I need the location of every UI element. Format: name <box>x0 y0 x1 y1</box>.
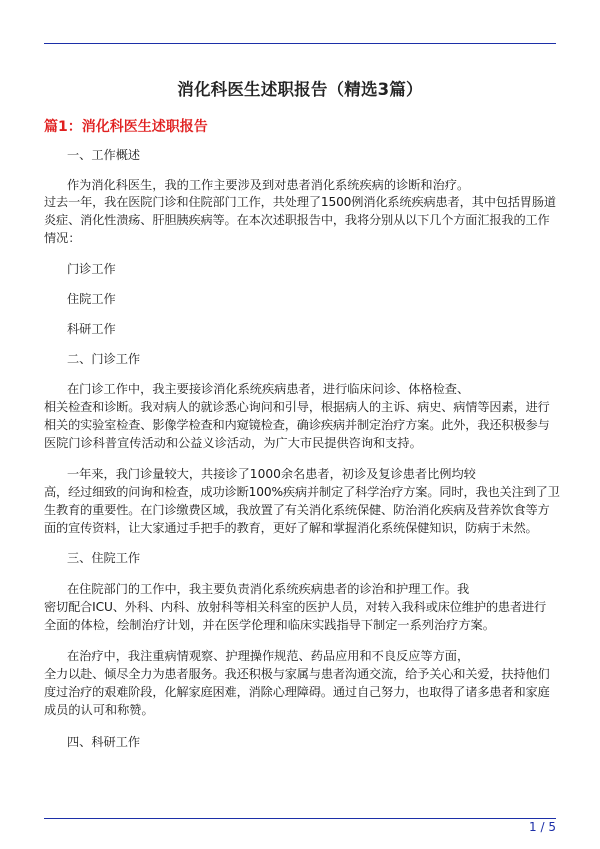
list-item: 住院工作 <box>67 292 116 306</box>
paragraph-line: 炎症、消化性溃疡、肝胆胰疾病等。在本次述职报告中，我将分别从以下几个方面汇报我的工作 <box>44 213 550 227</box>
paragraph-line: 相关的实验室检查、影像学检查和内窥镜检查，确诊疾病并制定治疗方案。此外，我还积极参与 <box>44 418 550 432</box>
paragraph-line: 在住院部门的工作中，我主要负责消化系统疾病患者的诊治和护理工作。我 <box>67 582 470 596</box>
paragraph-line: 过去一年，我在医院门诊和住院部门工作，共处理了1500例消化系统疾病患者，其中包括胃肠道 <box>44 195 556 209</box>
paragraph-line: 在门诊工作中，我主要接诊消化系统疾病患者，进行临床问诊、体格检查、 <box>67 382 470 396</box>
paragraph-line: 全面的体检，绘制治疗计划，并在医学伦理和临床实践指导下制定一系列治疗方案。 <box>44 618 495 632</box>
heading-research: 四、科研工作 <box>67 735 141 749</box>
paragraph-line: 在治疗中，我注重病情观察、护理操作规范、药品应用和不良反应等方面， <box>67 649 470 663</box>
document-title: 消化科医生述职报告（精选3篇） <box>177 80 423 99</box>
paragraph-line: 情况： <box>44 231 81 245</box>
list-item: 科研工作 <box>67 322 116 336</box>
paragraph-line: 全力以赴、倾尽全力为患者服务。我还积极与家属与患者沟通交流，给予关心和关爱，扶持他们 <box>44 667 550 681</box>
section-heading: 篇1：消化科医生述职报告 <box>44 119 208 135</box>
paragraph-line: 度过治疗的艰难阶段，化解家庭困难，消除心理障碍。通过自己努力，也取得了诸多患者和家庭 <box>44 685 550 699</box>
paragraph-line: 密切配合ICU、外科、内科、放射科等相关科室的医护人员，对转入我科或床位维护的患者进行 <box>44 600 547 614</box>
paragraph-line: 作为消化科医生，我的工作主要涉及到对患者消化系统疾病的诊断和治疗。 <box>67 178 470 192</box>
paragraph-line: 一年来，我门诊量较大，共接诊了1000余名患者，初诊及复诊患者比例均较 <box>67 467 476 481</box>
heading-inpatient: 三、住院工作 <box>67 551 141 565</box>
paragraph-line: 生教育的重要性。在门诊缴费区域，我放置了有关消化系统保健、防治消化疾病及营养饮食等方 <box>44 503 550 517</box>
footer-rule <box>44 818 556 819</box>
paragraph-line: 高，经过细致的问询和检查，成功诊断100%疾病并制定了科学治疗方案。同时，我也关注到了卫 <box>44 485 560 499</box>
paragraph-line: 医院门诊科普宣传活动和公益义诊活动，为广大市民提供咨询和支持。 <box>44 436 422 450</box>
paragraph-line: 成员的认可和称赞。 <box>44 703 154 717</box>
heading-outpatient: 二、门诊工作 <box>67 352 141 366</box>
paragraph-line: 相关检查和诊断。我对病人的就诊悉心询问和引导，根据病人的主诉、病史、病情等因素，进行 <box>44 400 550 414</box>
page-number: 1 / 5 <box>529 820 556 834</box>
heading-overview: 一、工作概述 <box>67 148 141 162</box>
paragraph-line: 面的宣传资料，让大家通过手把手的教育，更好了解和掌握消化系统保健知识，防病于未然。 <box>44 521 538 535</box>
list-item: 门诊工作 <box>67 262 116 276</box>
header-rule <box>44 43 556 44</box>
